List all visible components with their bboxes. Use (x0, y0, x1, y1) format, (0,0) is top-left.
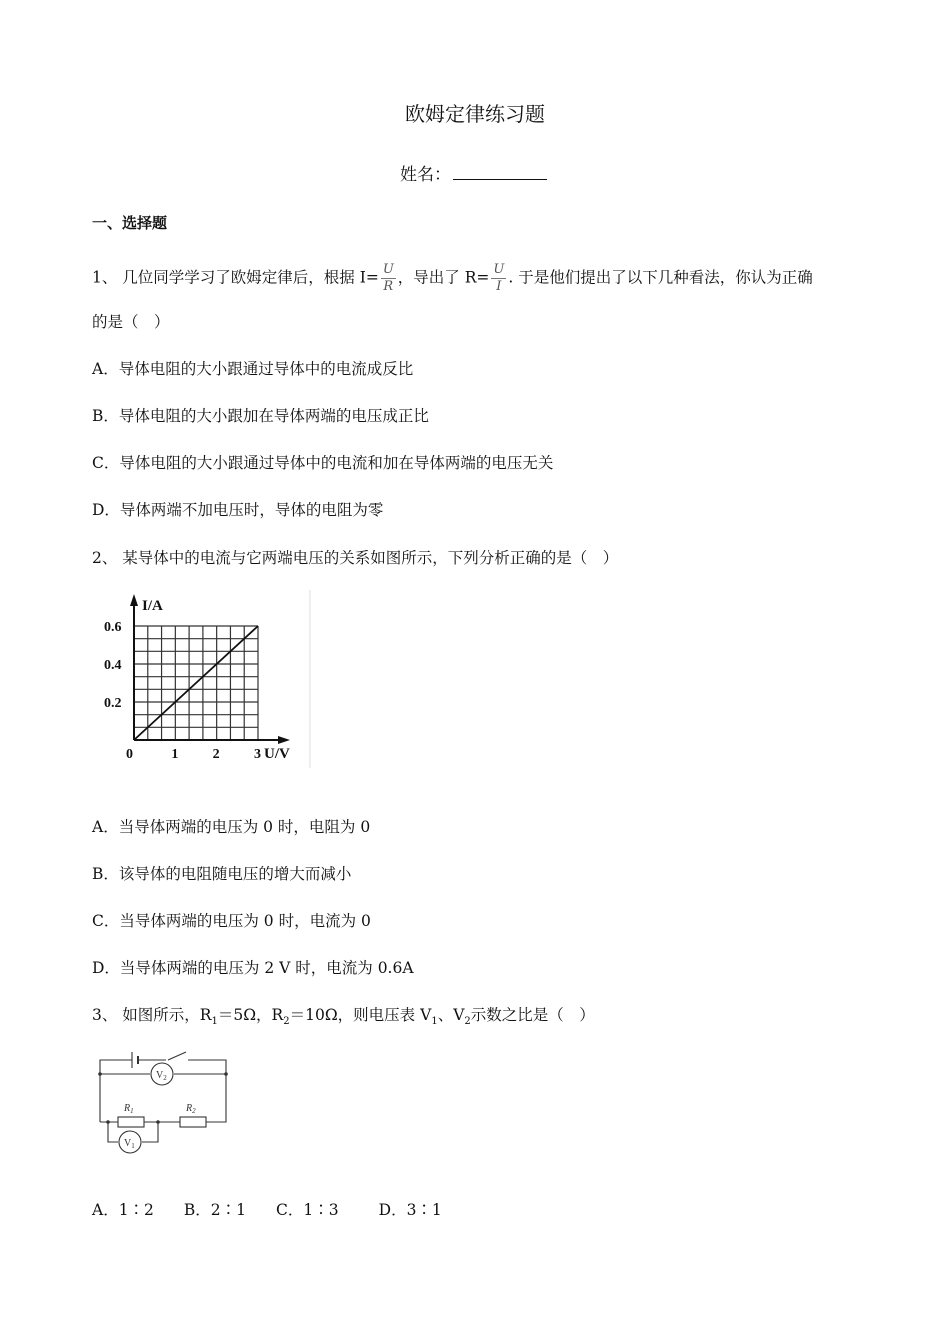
q2-option-d[interactable]: D．当导体两端的电压为 2 V 时，电流为 0.6A (92, 959, 414, 977)
y-axis-label: I/A (142, 598, 163, 614)
fraction-u-over-i (491, 262, 506, 295)
y-axis-arrow (130, 594, 138, 606)
iu-chart (96, 588, 316, 770)
x-tick-label: 2 (212, 747, 220, 762)
q2-option-b[interactable]: B．该导体的电阻随电压的增大而减小 (92, 865, 352, 883)
chart-ticks (104, 598, 290, 762)
question-1-line-2: 的是（ ） (92, 313, 170, 331)
q1-prefix: 1、 几位同学学习了欧姆定律后，根据 I= (92, 268, 379, 287)
name-field (400, 160, 547, 185)
q1-option-d[interactable]: D．导体两端不加电压时，导体的电阻为零 (92, 501, 384, 519)
label-v2: $V_2$ (156, 1070, 167, 1082)
v2-subscript: 2 (464, 1016, 471, 1028)
x-axis-label: U/V (264, 746, 290, 762)
q3-option-d[interactable]: D．3∶1 (378, 1201, 442, 1219)
y-tick-label: 0.2 (104, 696, 122, 711)
x-tick-label: 1 (171, 747, 179, 762)
switch-icon (168, 1052, 186, 1060)
chart-series (134, 626, 258, 740)
x-axis-arrow (278, 736, 290, 744)
q1-option-c[interactable]: C．导体电阻的大小跟通过导体中的电流和加在导体两端的电压无关 (92, 454, 554, 472)
frac-denominator: R (383, 279, 394, 294)
q2-option-c[interactable]: C．当导体两端的电压为 0 时，电流为 0 (92, 912, 371, 930)
question-3-text (92, 1003, 595, 1027)
frac-numerator: U (382, 262, 394, 277)
wire-top-left (100, 1060, 132, 1064)
series-line (134, 626, 258, 740)
page-title: 欧姆定律练习题 (405, 102, 545, 126)
question-2-text: 2、 某导体中的电流与它两端电压的关系如图所示，下列分析正确的是（ ） (92, 549, 619, 567)
q3-option-c[interactable]: C．1∶3 (276, 1201, 339, 1219)
name-label: 姓名： (400, 165, 451, 185)
label-v1: $V_1$ (124, 1138, 135, 1150)
q3-option-b[interactable]: B．2∶1 (183, 1201, 247, 1219)
r1-value: ＝5Ω，R (217, 1006, 284, 1024)
wire-v1 (108, 1122, 158, 1142)
resistor-r2-icon (180, 1117, 206, 1127)
q1-option-a[interactable]: A．导体电阻的大小跟通过导体中的电流成反比 (92, 360, 414, 378)
y-tick-label: 0.4 (104, 658, 122, 673)
q3-separator: 、V (437, 1006, 465, 1024)
q1-suffix: . 于是他们提出了以下几种看法，你认为正确 (508, 268, 813, 287)
q1-option-b[interactable]: B．导体电阻的大小跟加在导体两端的电压成正比 (92, 407, 429, 425)
r1-subscript: 1 (211, 1016, 218, 1028)
v1-subscript: 1 (431, 1016, 438, 1028)
question-1-line-1 (92, 262, 813, 295)
r2-subscript: 2 (283, 1016, 290, 1028)
frac-numerator: U (493, 262, 505, 277)
q2-option-a[interactable]: A．当导体两端的电压为 0 时，电阻为 0 (92, 818, 371, 836)
r2-value: ＝10Ω，则电压表 V (289, 1006, 432, 1024)
q3-option-a[interactable]: A．1∶2 (92, 1201, 154, 1219)
q3-options (92, 1198, 472, 1220)
x-tick-label: 0 (126, 747, 133, 762)
wire-top-right (188, 1060, 226, 1064)
q3-suffix: 示数之比是（ ） (470, 1006, 595, 1024)
frac-denominator: I (496, 279, 502, 294)
circuit-diagram (94, 1044, 234, 1162)
y-tick-label: 0.6 (104, 620, 122, 635)
q1-middle: ，导出了 R= (397, 268, 490, 287)
label-r2: $R_2$ (186, 1103, 196, 1115)
fraction-u-over-r (381, 262, 396, 295)
name-blank[interactable] (453, 165, 547, 180)
label-r1: $R_1$ (124, 1103, 134, 1115)
q3-prefix: 3、 如图所示，R (92, 1006, 212, 1024)
section-heading: 一、选择题 (92, 214, 168, 232)
x-tick-label: 3 (254, 747, 261, 762)
resistor-r1-icon (118, 1117, 144, 1127)
